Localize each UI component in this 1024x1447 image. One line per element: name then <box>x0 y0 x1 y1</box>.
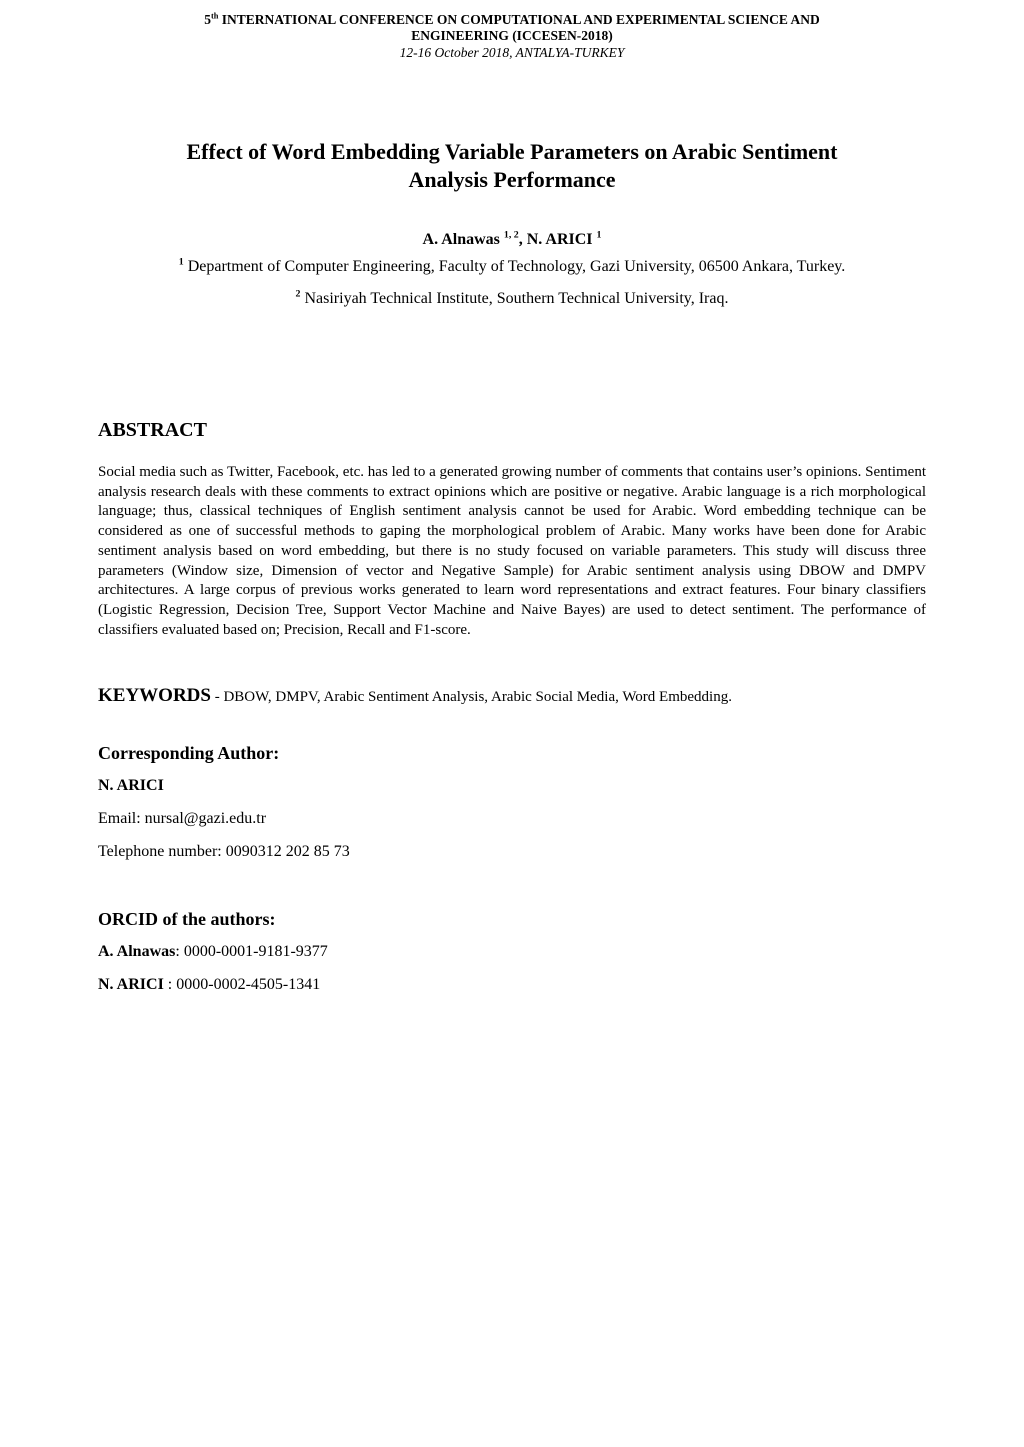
orcid-id: 0000-0001-9181-9377 <box>183 943 328 960</box>
conference-ordinal: 5 <box>204 12 211 27</box>
conference-line1-text: INTERNATIONAL CONFERENCE ON COMPUTATIONAL AND EXPERIMENTAL SCIENCE AND <box>221 12 820 27</box>
corresponding-author-name: N. ARICI <box>98 777 164 794</box>
keywords-label: KEYWORDS <box>98 685 211 706</box>
conference-date-place: 12-16 October 2018, ANTALYA-TURKEY <box>399 45 625 60</box>
abstract-body: Social media such as Twitter, Facebook, etc. has led to a generated growing number of comments that contains user’s opinions. Sentiment analysis research deals with these comments to extract opinions which are positive or negative. Arabic language is a rich morphological language; thus, classical techniques of English sentiment analysis cannot be used for Arabic. Word embedding technique can be considered as one of successful methods to gaping the morphological problem of Arabic. Many works have been done for Arabic sentiment analysis based on word embedding, but there is no study focused on variable parameters. This study will discuss three parameters (Window size, Dimension of vector and Negative Sample) for Arabic sentiment analysis using DBOW and DMPV architectures. A large corpus of previous works generated to learn word representations and extract features. Four binary classifiers (Logistic Regression, Decision Tree, Support Vector Machine and Naive Bayes) are used to detect sentiment. The performance of classifiers evaluated based on; Precision, Recall and F1-score. <box>98 464 926 638</box>
orcid-id: 0000-0002-4505-1341 <box>176 976 321 993</box>
conference-ordinal-suffix: th <box>210 11 219 21</box>
title-line1: Effect of Word Embedding Variable Parameters on Arabic Sentiment <box>186 139 838 164</box>
orcid-heading: ORCID of the authors: <box>98 909 276 929</box>
orcid-entry <box>98 976 320 994</box>
orcid-author-name: N. ARICI <box>98 976 164 993</box>
keywords-text: - DBOW, DMPV, Arabic Sentiment Analysis, Arabic Social Media, Word Embedding. <box>210 689 732 705</box>
affiliation-1-number: 1 <box>178 256 184 268</box>
author-1: A. Alnawas <box>422 231 500 248</box>
corresponding-author-heading: Corresponding Author: <box>98 743 280 763</box>
author-2: N. ARICI <box>526 231 593 248</box>
orcid-entry <box>98 943 328 961</box>
conference-header <box>0 12 1024 61</box>
affiliation-2-number: 2 <box>295 288 301 300</box>
affiliation-1-text: Department of Computer Engineering, Faculty of Technology, Gazi University, 06500 Ankara, Turkey. <box>187 258 846 275</box>
abstract-heading: ABSTRACT <box>98 419 207 441</box>
title-line2: Analysis Performance <box>408 167 616 192</box>
corresponding-author-email: Email: nursal@gazi.edu.tr <box>98 810 267 827</box>
paper-title <box>100 138 924 194</box>
author-2-affiliation: 1 <box>596 229 602 241</box>
affiliation-1 <box>0 258 1024 276</box>
author-separator: , <box>518 231 527 248</box>
conference-name-line2: ENGINEERING (ICCESEN-2018) <box>411 28 613 43</box>
orcid-author-name: A. Alnawas <box>98 943 176 960</box>
conference-name-line1 <box>0 12 1024 28</box>
affiliation-2-text: Nasiriyah Technical Institute, Southern Technical University, Iraq. <box>304 290 729 307</box>
author-list <box>0 231 1024 249</box>
orcid-separator: : <box>175 943 184 960</box>
affiliation-2 <box>0 290 1024 308</box>
corresponding-author-telephone: Telephone number: 0090312 202 85 73 <box>98 843 350 860</box>
author-1-affiliation: 1, 2 <box>503 229 519 241</box>
orcid-separator: : <box>163 976 177 993</box>
keywords-line <box>98 685 926 707</box>
